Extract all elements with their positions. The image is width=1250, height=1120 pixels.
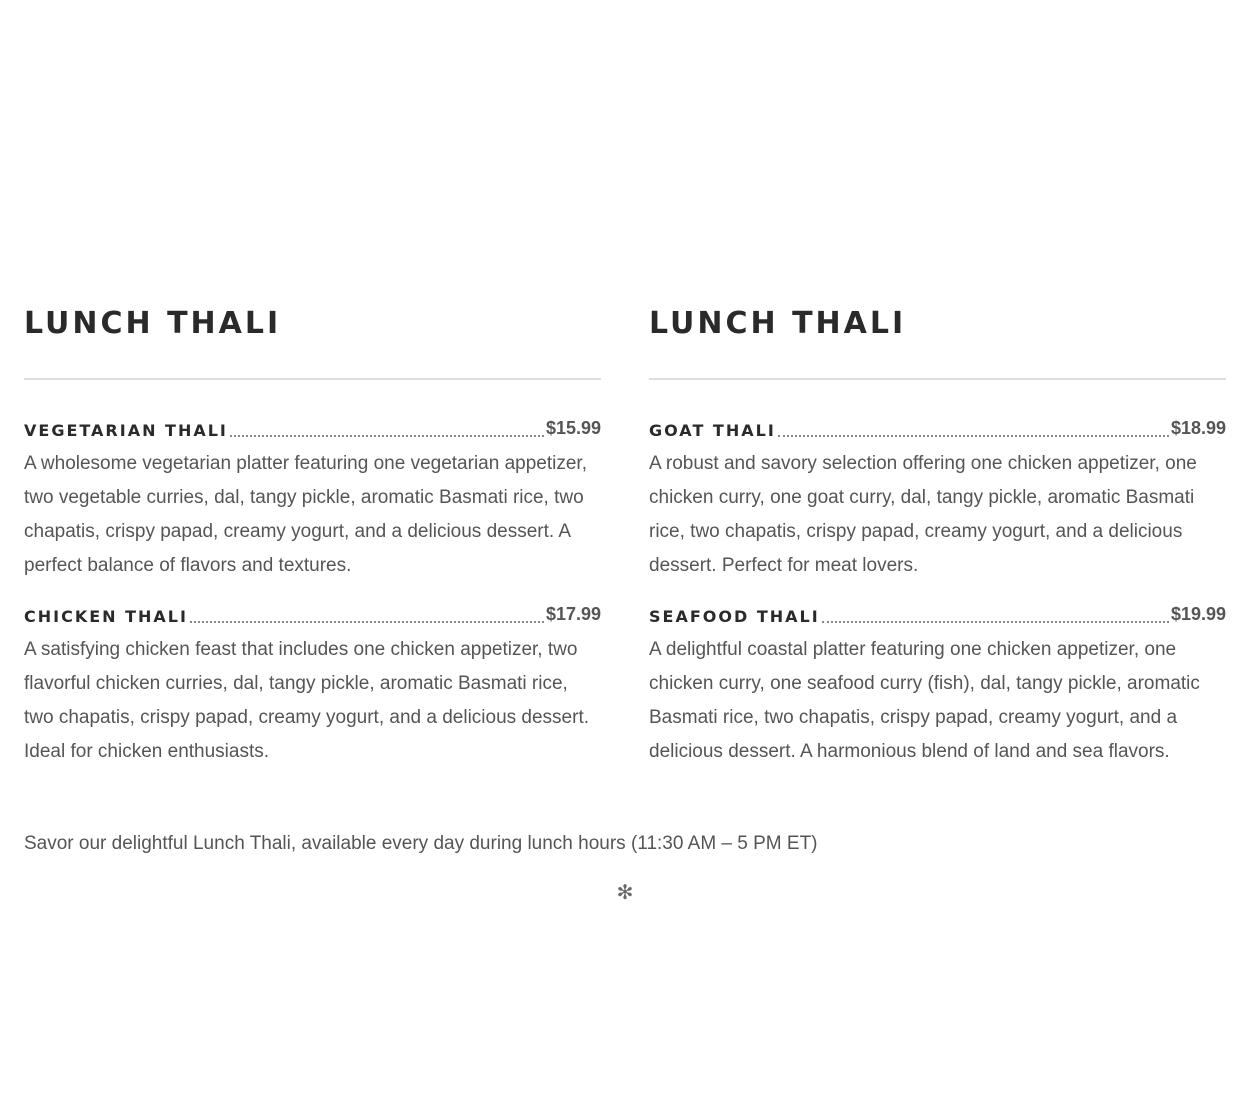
section-title: LUNCH THALI [649,306,907,341]
menu-item-goat-thali [649,417,1226,583]
menu-item-description: A wholesome vegetarian platter featuring one vegetarian appetizer, two vegetable curries, dal, tangy pickle, aromatic Basmati rice, two chapatis, crispy papad, creamy yogurt, and a delicious dessert. A perfect balance of flavors and textures. [24,453,587,576]
section-divider [24,378,601,380]
menu-item-chicken-thali [24,603,601,769]
menu-item-description: A delightful coastal platter featuring one chicken appetizer, one chicken curry, one seafood curry (fish), dal, tangy pickle, aromatic Basmati rice, two chapatis, crispy papad, creamy yogurt, and a delicious dessert. A harmonious blend of land and sea flavors. [649,639,1200,762]
menu-item-seafood-thali [649,603,1226,769]
menu-item-price: $15.99 [545,418,601,438]
menu-item-description: A robust and savory selection offering one chicken appetizer, one chicken curry, one goat curry, dal, tangy pickle, aromatic Basmati rice, two chapatis, crispy papad, creamy yogurt, and a delicious dessert. Perfect for meat lovers. [649,453,1197,576]
menu-item-name: GOAT THALI [649,421,776,440]
menu-item-header [24,603,601,627]
menu-item-name: CHICKEN THALI [24,607,188,626]
menu-item-price: $19.99 [1170,604,1226,624]
menu-items [649,417,1226,769]
menu-item-header [649,417,1226,441]
dot-leader [822,621,1169,623]
section-title: LUNCH THALI [24,306,282,341]
dot-leader [230,435,544,437]
menu-item-name: SEAFOOD THALI [649,607,820,626]
availability-note: Savor our delightful Lunch Thali, available every day during lunch hours (11:30 AM – 5 PM ET) [24,833,818,854]
asterisk-separator-icon: ✻ [616,882,634,904]
menu-item-header [649,603,1226,627]
section-divider [649,378,1226,380]
menu-section-right [649,305,1226,789]
menu-items [24,417,601,769]
menu-item-price: $17.99 [545,604,601,624]
menu-item-name: VEGETARIAN THALI [24,421,228,440]
menu-item-vegetarian-thali [24,417,601,583]
menu-item-header [24,417,601,441]
dot-leader [778,435,1169,437]
menu-item-description: A satisfying chicken feast that includes one chicken appetizer, two flavorful chicken curries, dal, tangy pickle, aromatic Basmati rice, two chapatis, crispy papad, creamy yogurt, and a delicious dessert. Ideal for chicken enthusiasts. [24,639,590,762]
menu-section-left [24,305,601,789]
dot-leader [190,621,544,623]
menu-item-price: $18.99 [1170,418,1226,438]
